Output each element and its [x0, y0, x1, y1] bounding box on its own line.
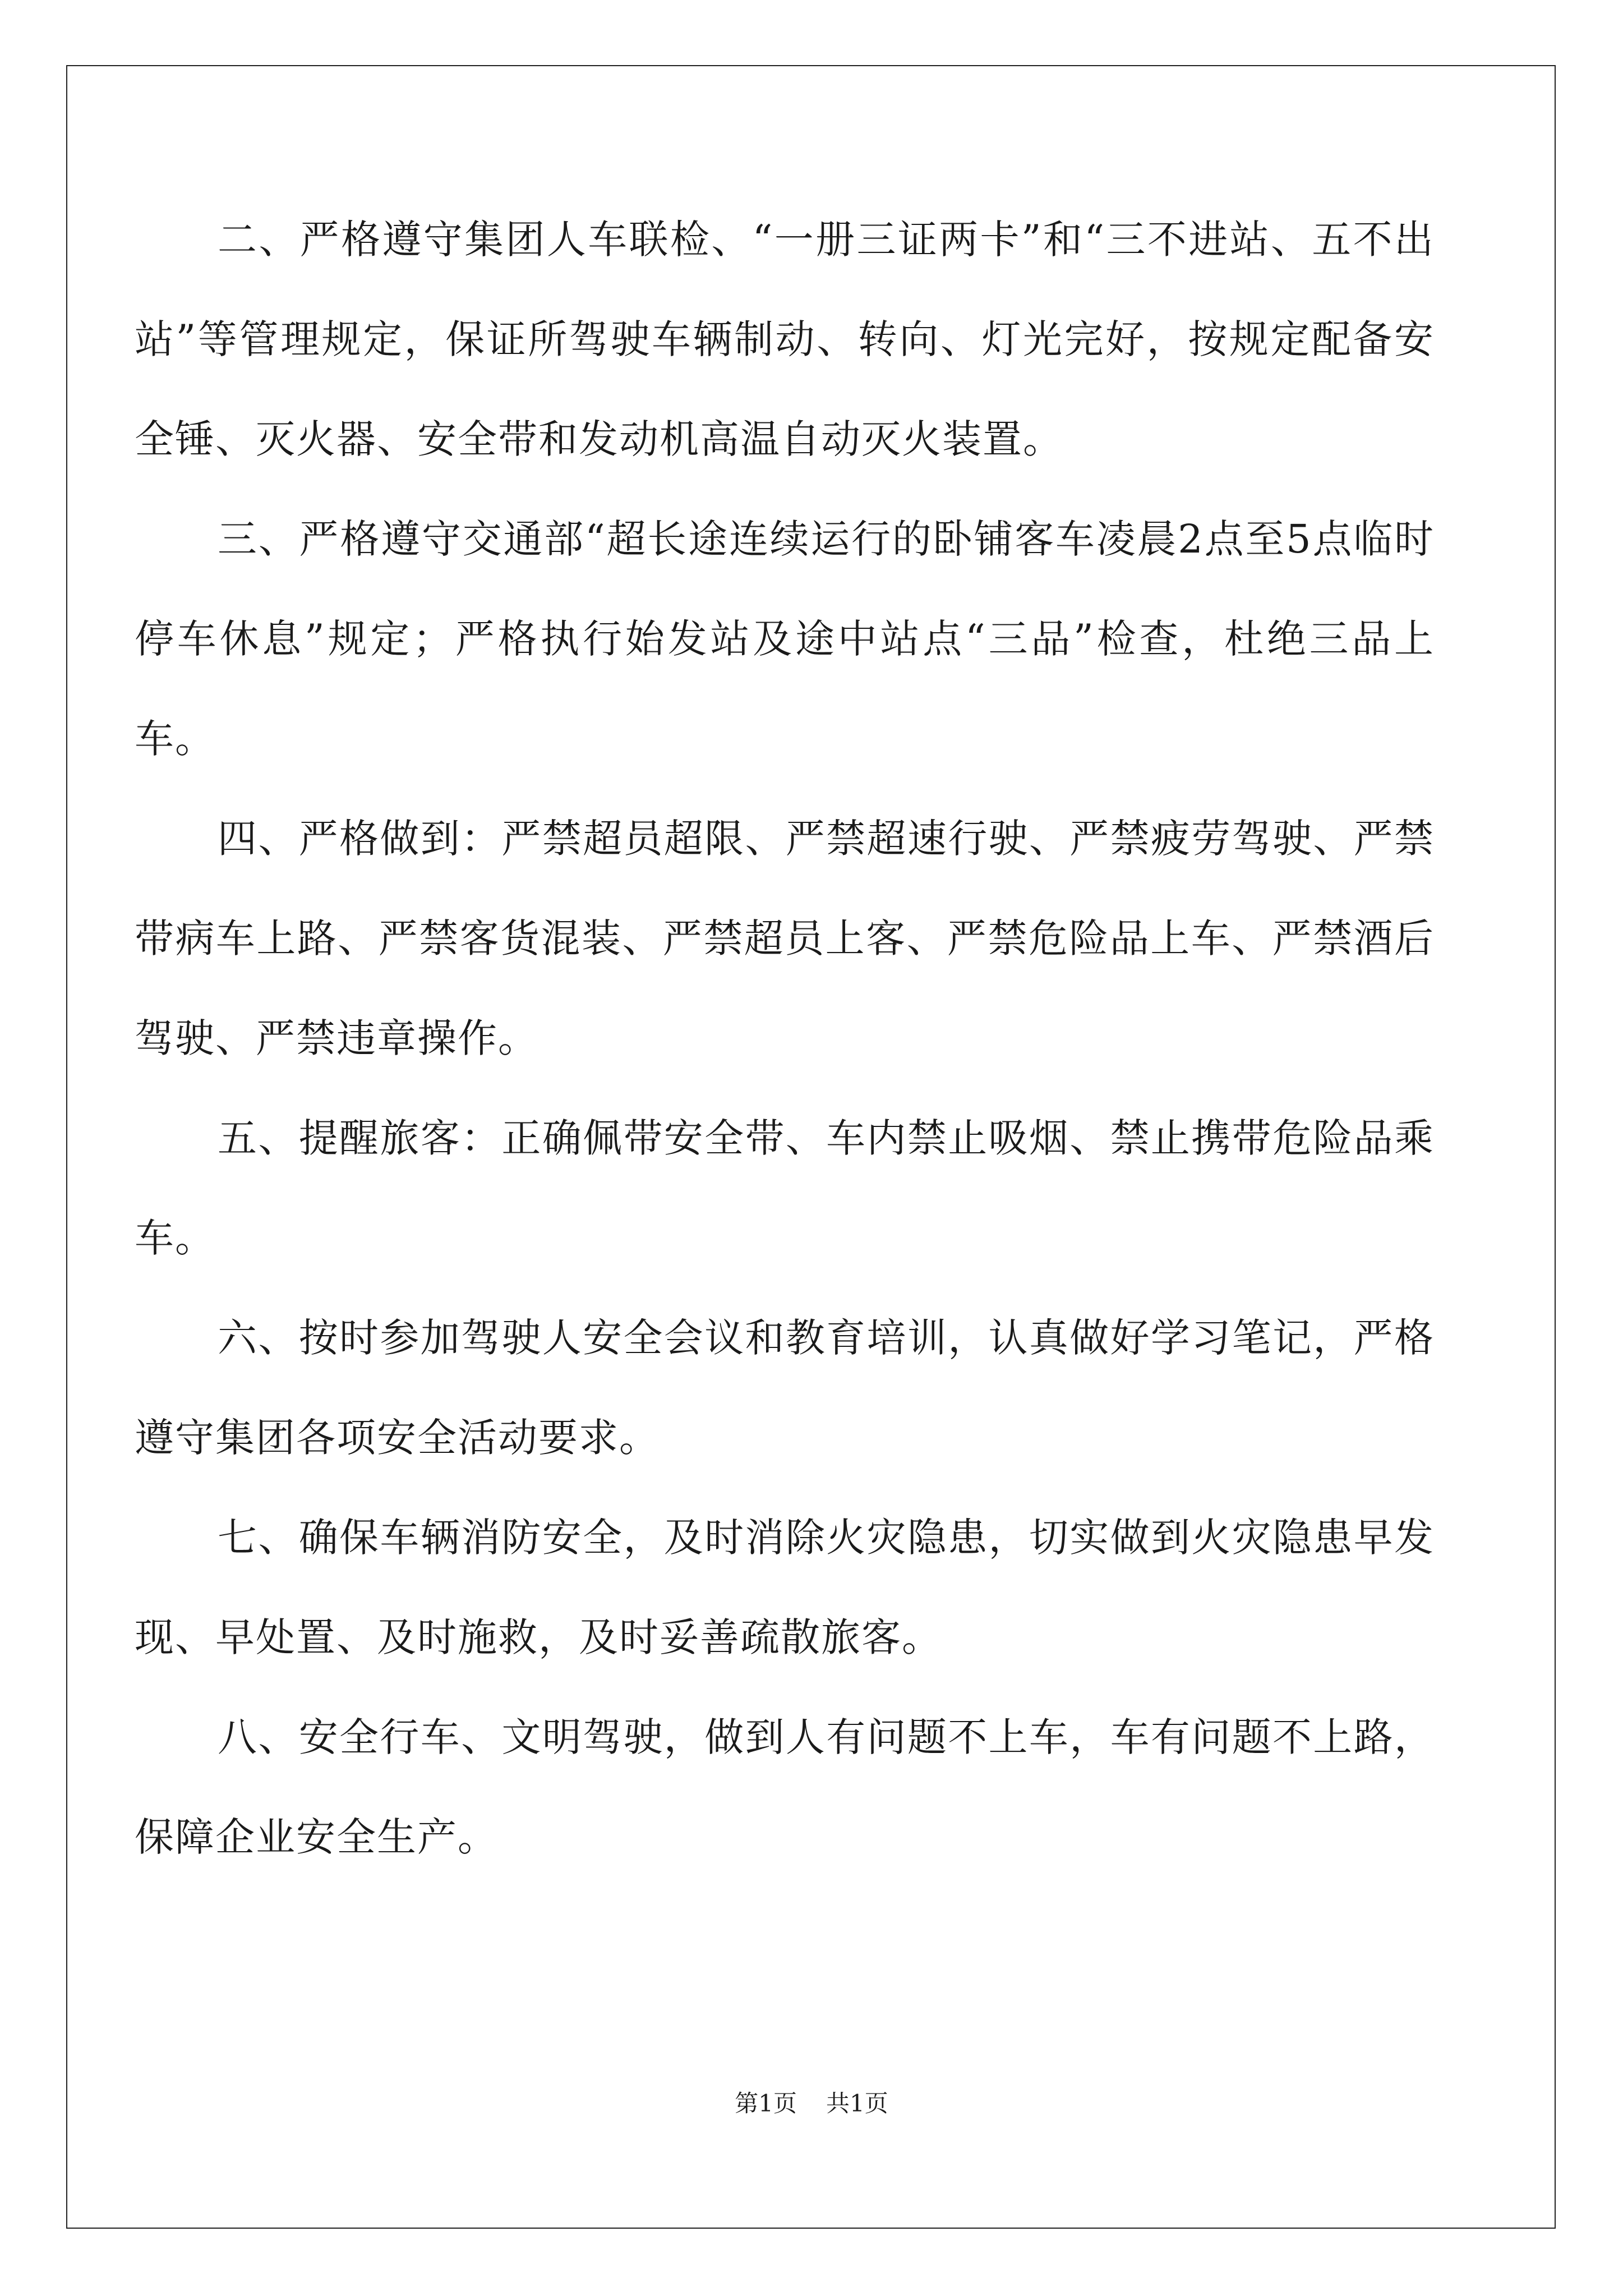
paragraph-2: 二、严格遵守集团人车联检、“一册三证两卡”和“三不进站、五不出站”等管理规定，保证所驾驶车辆制动、转向、灯光完好，按规定配备安全锤、灭火器、安全带和发动机高温自动灭火装置。 — [135, 217, 1435, 462]
paragraph-4: 四、严格做到：严禁超员超限、严禁超速行驶、严禁疲劳驾驶、严禁带病车上路、严禁客货混装、严禁超员上客、严禁危险品上车、严禁酒后驾驶、严禁违章操作。 — [135, 816, 1435, 1061]
paragraph-8: 八、安全行车、文明驾驶，做到人有问题不上车，车有问题不上路，保障企业安全生产。 — [135, 1714, 1435, 1860]
document-body — [135, 190, 1435, 1887]
page-number: 第1页 — [735, 2090, 797, 2117]
paragraph-3: 三、严格遵守交通部“超长途连续运行的卧铺客车凌晨2点至5点临时停车休息”规定；严格执行始发站及途中站点“三品”检查，杜绝三品上车。 — [135, 516, 1435, 762]
page-footer — [0, 2085, 1623, 2119]
paragraph-6: 六、按时参加驾驶人安全会议和教育培训，认真做好学习笔记，严格遵守集团各项安全活动要求。 — [135, 1315, 1435, 1461]
page-total: 共1页 — [826, 2090, 888, 2117]
paragraph-5: 五、提醒旅客：正确佩带安全带、车内禁止吸烟、禁止携带危险品乘车。 — [135, 1115, 1435, 1261]
paragraph-7: 七、确保车辆消防安全，及时消除火灾隐患，切实做到火灾隐患早发现、早处置、及时施救，及时妥善疏散旅客。 — [135, 1515, 1435, 1660]
